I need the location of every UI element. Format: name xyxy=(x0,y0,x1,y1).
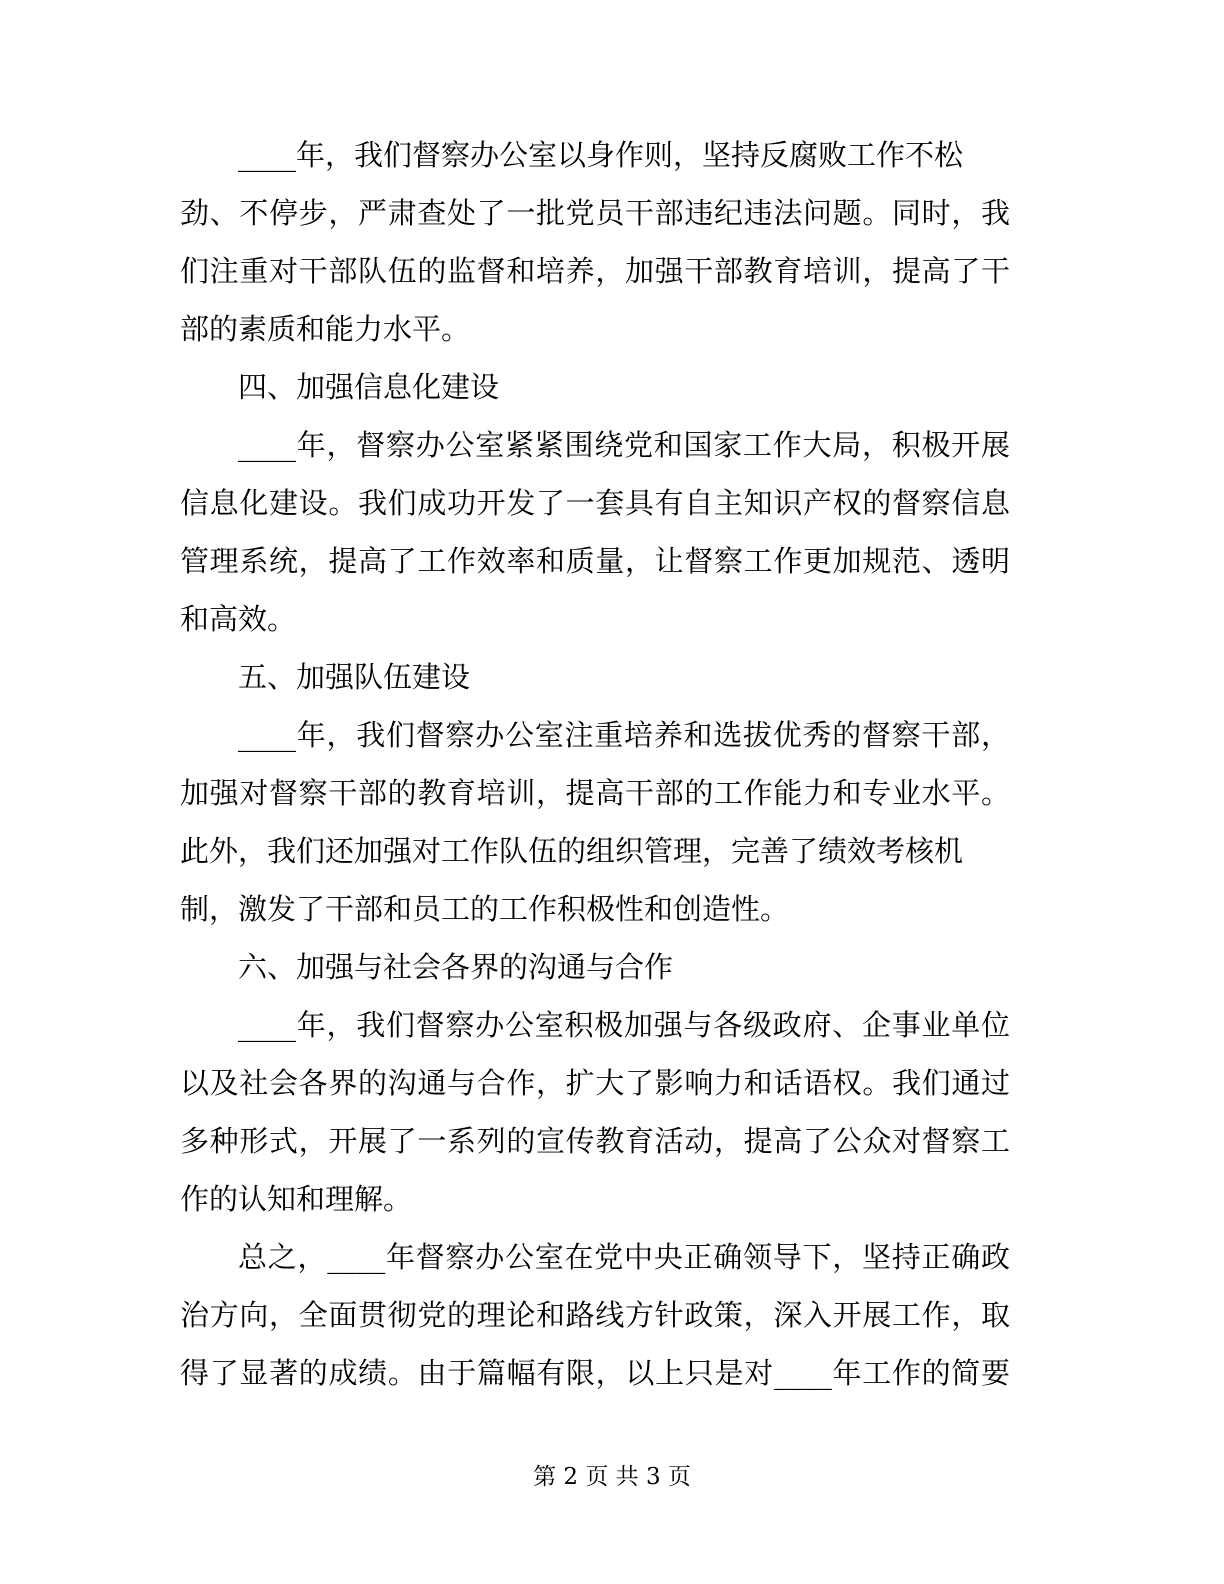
section-heading: 六、加强与社会各界的沟通与合作 xyxy=(238,950,674,984)
text-line: 以及社会各界的沟通与合作，扩大了影响力和话语权。我们通过 xyxy=(180,1066,1010,1100)
text-line: 多种形式，开展了一系列的宣传教育活动，提高了公众对督察工 xyxy=(180,1124,1010,1158)
document-body xyxy=(180,126,1010,1402)
text-line: 加强对督察干部的教育培训，提高干部的工作能力和专业水平。 xyxy=(180,776,1010,810)
text-line: ____年，我们督察办公室以身作则，坚持反腐败工作不松 xyxy=(238,138,964,172)
text-line: 此外，我们还加强对工作队伍的组织管理，完善了绩效考核机 xyxy=(180,834,964,868)
text-line: 劲、不停步，严肃查处了一批党员干部违纪违法问题。同时，我 xyxy=(180,196,1010,230)
text-line: 作的认知和理解。 xyxy=(180,1182,413,1216)
section-heading: 五、加强队伍建设 xyxy=(238,660,471,694)
text-line: 信息化建设。我们成功开发了一套具有自主知识产权的督察信息 xyxy=(180,486,1010,520)
text-line: 得了显著的成绩。由于篇幅有限，以上只是对____年工作的简要 xyxy=(180,1356,1010,1390)
text-line: 治方向，全面贯彻党的理论和路线方针政策，深入开展工作，取 xyxy=(180,1298,1010,1332)
section-heading: 四、加强信息化建设 xyxy=(238,370,500,404)
text-line: ____年，督察办公室紧紧围绕党和国家工作大局，积极开展 xyxy=(238,428,1010,462)
page-number-footer: 第 2 页 共 3 页 xyxy=(533,1464,691,1490)
text-line: 总之，____年督察办公室在党中央正确领导下，坚持正确政 xyxy=(238,1240,1010,1274)
text-line: ____年，我们督察办公室积极加强与各级政府、企事业单位 xyxy=(238,1008,1010,1042)
text-line: 们注重对干部队伍的监督和培养，加强干部教育培训，提高了干 xyxy=(180,254,1010,288)
text-line: 制，激发了干部和员工的工作积极性和创造性。 xyxy=(180,892,790,926)
text-line: ____年，我们督察办公室注重培养和选拔优秀的督察干部， xyxy=(238,718,1010,752)
text-line: 和高效。 xyxy=(180,602,297,636)
text-line: 管理系统，提高了工作效率和质量，让督察工作更加规范、透明 xyxy=(180,544,1010,578)
text-line: 部的素质和能力水平。 xyxy=(180,312,471,346)
